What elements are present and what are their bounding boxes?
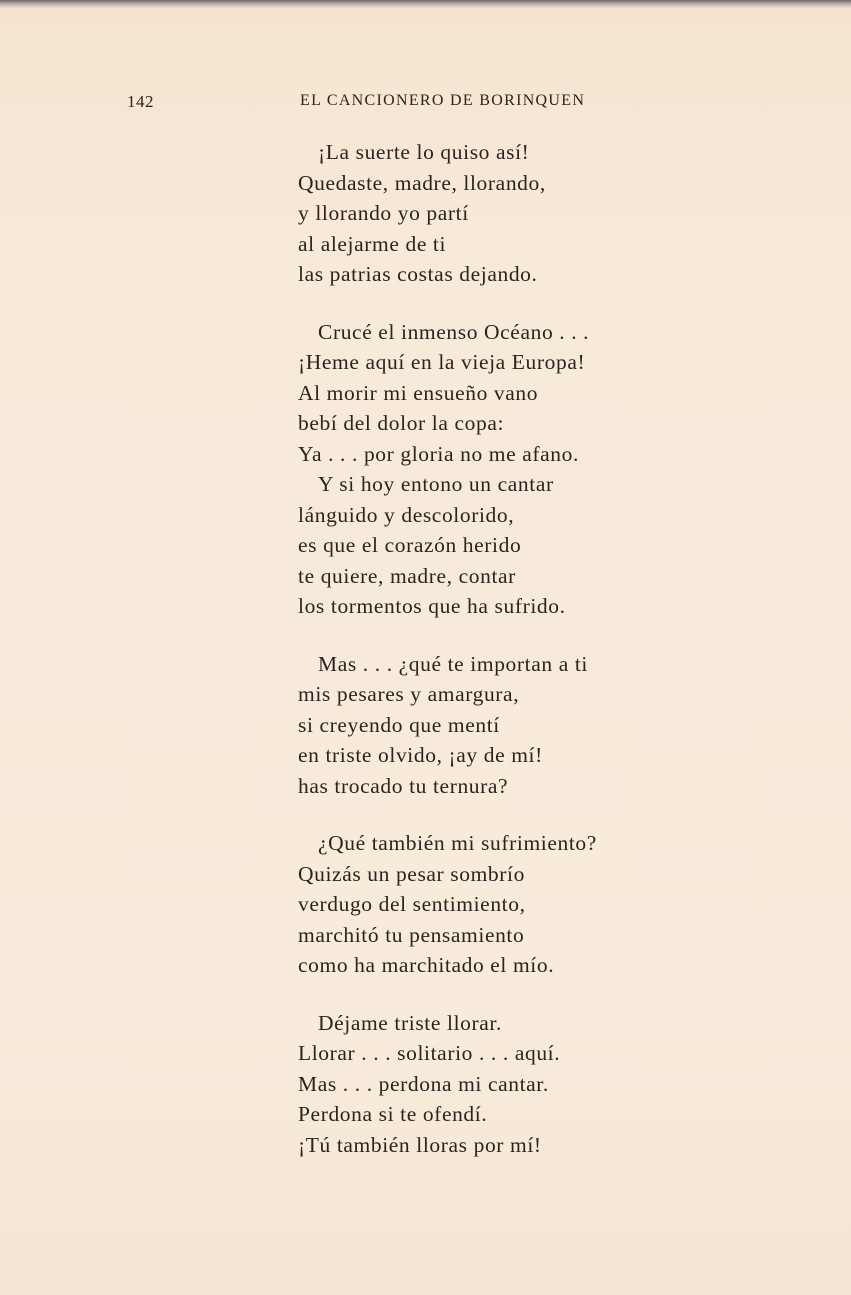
poem-line: ¡Heme aquí en la vieja Europa! — [298, 350, 586, 374]
poem-line: al alejarme de ti — [298, 231, 447, 256]
poem-line: ¡La suerte lo quiso así! — [318, 140, 530, 164]
page-number: 142 — [127, 92, 154, 111]
poem-line: Y si hoy entono un cantar — [318, 472, 554, 496]
page-top-edge — [0, 0, 851, 8]
poem-line: Crucé el inmenso Océano . . . — [318, 319, 590, 344]
poem-line: Perdona si te ofendí. — [298, 1102, 488, 1126]
running-title: EL CANCIONERO DE BORINQUEN — [300, 92, 586, 109]
poem-line: Quizás un pesar sombrío — [298, 861, 525, 886]
stanza-5 — [298, 1008, 818, 1161]
stanza-gap — [298, 622, 818, 649]
poem-line: Al morir mi ensueño vano — [298, 380, 539, 405]
poem-line: los tormentos que ha sufrido. — [298, 594, 566, 618]
poem-line: has trocado tu ternura? — [298, 773, 509, 798]
poem-line: ¡Tú también lloras por mí! — [298, 1132, 542, 1157]
poem-line: Mas . . . ¿qué te importan a ti — [318, 651, 588, 676]
poem-line: si creyendo que mentí — [298, 712, 500, 737]
poem-line: Llorar . . . solitario . . . aquí. — [298, 1041, 561, 1065]
poem-line: lánguido y descolorido, — [298, 502, 515, 527]
poem-line: mis pesares y amargura, — [298, 682, 520, 706]
poem — [298, 137, 818, 1160]
poem-line: es que el corazón herido — [298, 533, 522, 557]
stanza-2 — [298, 317, 818, 622]
poem-line: Ya . . . por gloria no me afano. — [298, 441, 579, 466]
stanza-1 — [298, 137, 818, 290]
poem-line: te quiere, madre, contar — [298, 563, 516, 588]
poem-line: en triste olvido, ¡ay de mí! — [298, 743, 543, 767]
poem-line: marchitó tu pensamiento — [298, 922, 525, 947]
poem-line: Mas . . . perdona mi cantar. — [298, 1071, 549, 1096]
poem-line: las patrias costas dejando. — [298, 262, 538, 286]
poem-line: como ha marchitado el mío. — [298, 953, 555, 977]
poem-line: ¿Qué también mi sufrimiento? — [318, 831, 597, 855]
poem-line: y llorando yo partí — [298, 201, 469, 225]
stanza-gap — [298, 801, 818, 828]
poem-line: bebí del dolor la copa: — [298, 411, 505, 435]
poem-line: verdugo del sentimiento, — [298, 892, 526, 916]
stanza-gap — [298, 981, 818, 1008]
poem-line: Quedaste, madre, llorando, — [298, 170, 546, 195]
stanza-3 — [298, 649, 818, 802]
stanza-gap — [298, 290, 818, 317]
poem-line: Déjame triste llorar. — [318, 1010, 502, 1035]
stanza-4 — [298, 828, 818, 981]
